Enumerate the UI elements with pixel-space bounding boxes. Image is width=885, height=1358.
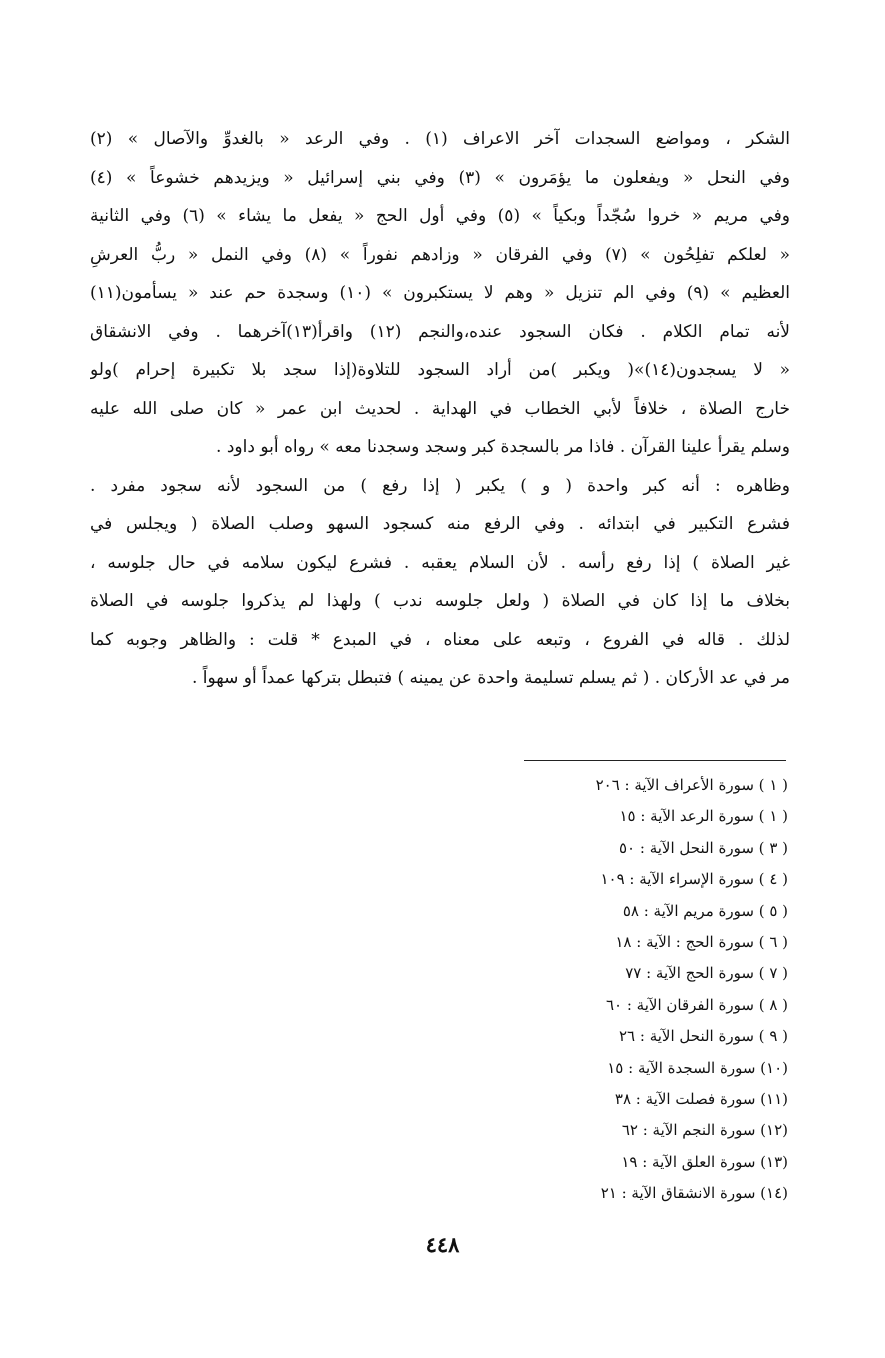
footnotes-list [480,770,788,1209]
text-line: غير الصلاة ) إذا رفع رأسه . لأن السلام يعقبه . فشرع ليكون سلامه في حال جلوسه ، [90,552,790,573]
footnote: ( ١ ) سورة الأعراف الآية : ٢٠٦ [595,776,788,794]
text-line: العظيم » (٩) وفي الم تنزيل « وهم لا يستكبرون » (١٠) وسجدة حم عند « يسأمون(١١) [90,283,790,303]
text-line: فشرع التكبير في ابتدائه . وفي الرفع منه كسجود السهو وصلب الصلاة ( ويجلس في [90,514,790,534]
footnote: ( ٩ ) سورة النحل الآية : ٢٦ [619,1027,788,1046]
footnote: ( ١ ) سورة الرعد الآية : ١٥ [619,807,788,826]
text-line: وسلم يقرأ علينا القرآن . فاذا مر بالسجدة كبر وسجد وسجدنا معه » رواه أبو داود . [216,437,790,457]
footnote-separator [524,760,786,761]
footnote: (١٤) سورة الانشقاق الآية : ٢١ [600,1184,788,1203]
footnote: (١١) سورة فصلت الآية : ٣٨ [614,1089,788,1108]
footnote: (١٢) سورة النجم الآية : ٦٢ [621,1121,788,1140]
text-line: بخلاف ما إذا كان في الصلاة ( ولعل جلوسه ندب ) ولهذا لم يذكروا جلوسه في الصلاة [90,591,790,611]
footnote: ( ٦ ) سورة الحج : الآية : ١٨ [615,932,788,951]
text-line: لذلك . قاله في الفروع ، وتبعه على معناه ، في المبدع * قلت : والظاهر وجوبه كما [90,629,790,650]
text-line: وفي النحل « ويفعلون ما يؤمَرون » (٣) وفي بني إسرائيل « ويزيدهم خشوعاً » (٤) [90,167,790,188]
text-line: لأنه تمام الكلام . فكان السجود عنده،والنجم (١٢) واقرأ(١٣)آخرهما . وفي الانشقاق [90,321,790,342]
footnote: ( ٤ ) سورة الإسراء الآية : ١٠٩ [600,870,788,889]
text-line: مر في عد الأركان . ( ثم يسلم تسليمة واحدة عن يمينه ) فتبطل بتركها عمداً أو سهواً . [191,668,790,688]
text-line: « لا يسجدون(١٤)»( ويكبر )من أراد السجود للتلاوة(إذا سجد بلا تكبيرة إحرام )ولو [90,360,790,380]
text-line: خارج الصلاة ، خلافاً لأبي الخطاب في الهداية . لحديث ابن عمر « كان صلى الله عليه [90,398,790,419]
main-text-block [90,120,790,698]
text-line: « لعلكم تفلِحُون » (٧) وفي الفرقان « وزادهم نفوراً » (٨) وفي النمل « ربُّ العرشِ [90,244,790,265]
text-line: الشكر ، ومواضع السجدات آخر الاعراف (١) . وفي الرعد « بالغدوِّ والآصال » (٢) [90,129,790,149]
footnote: ( ٥ ) سورة مريم الآية : ٥٨ [622,901,788,920]
page-number: ٤٤٨ [425,1232,460,1257]
footnote: ( ٨ ) سورة الفرقان الآية : ٦٠ [605,995,788,1014]
text-line: وظاهره : أنه كبر واحدة ( و ) يكبر ( إذا رفع ) من السجود لأنه سجود مفرد . [90,475,790,496]
footnote: ( ٧ ) سورة الحج الآية : ٧٧ [625,964,788,983]
footnote: (١٣) سورة العلق الآية : ١٩ [621,1152,788,1171]
footnote: (١٠) سورة السجدة الآية : ١٥ [607,1058,788,1077]
footnote: ( ٣ ) سورة النحل الآية : ٥٠ [619,838,788,857]
text-line: وفي مريم « خروا سُجّداً وبكياً » (٥) وفي أول الحج « يفعل ما يشاء » (٦) وفي الثانية [90,206,790,226]
